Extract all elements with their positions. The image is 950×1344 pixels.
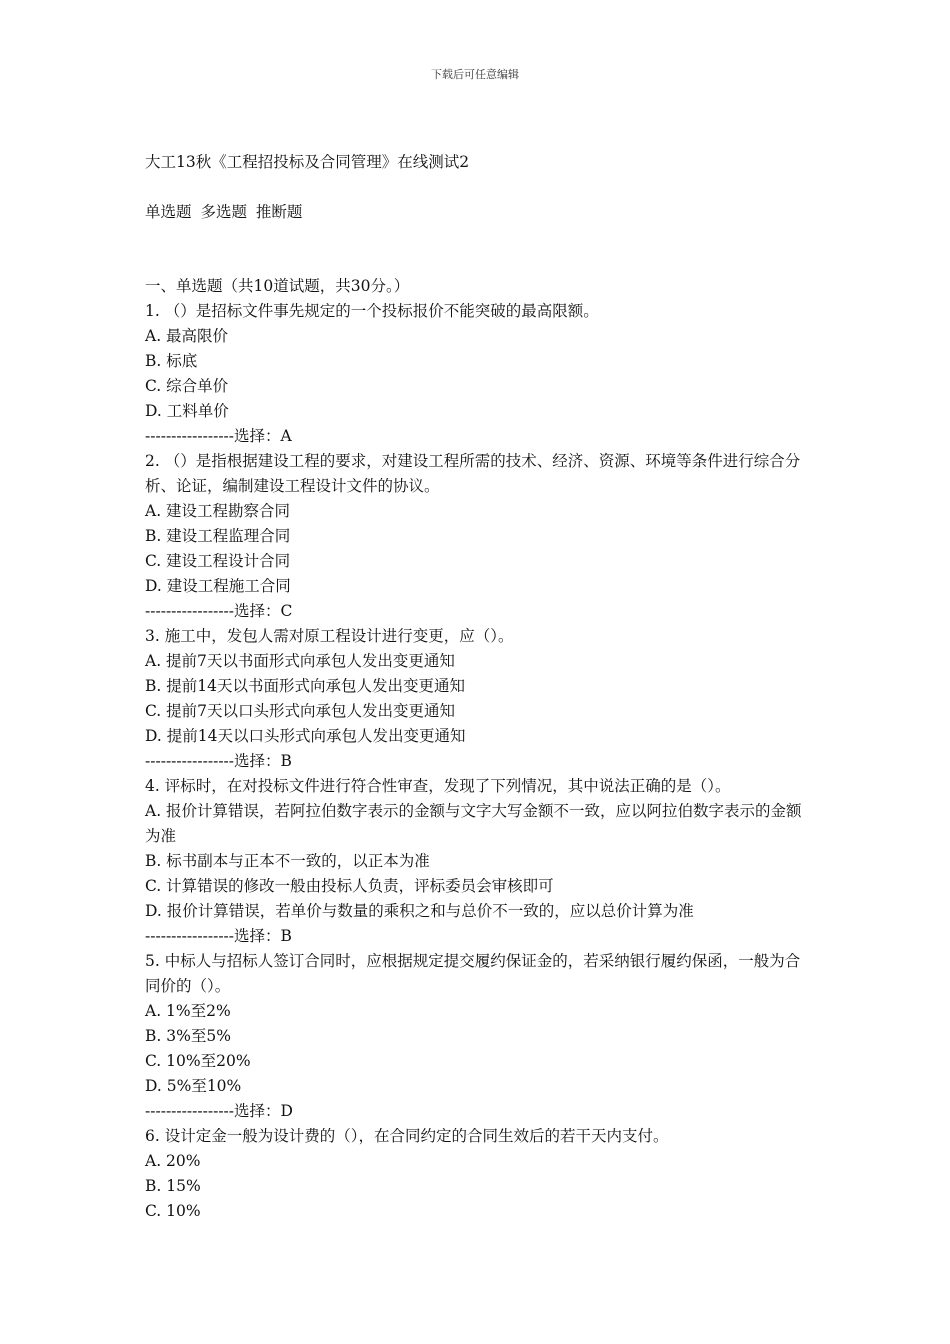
option-d: D. 建设工程施工合同 [145,577,291,595]
option-a: A. 报价计算错误，若阿拉伯数字表示的金额与文字大写金额不一致，应以阿拉伯数字表示的金额为准 [145,802,802,845]
question-1 [145,299,810,449]
answer-line: -----------------选择：B [145,927,292,945]
option-d: D. 工料单价 [145,402,229,420]
question-stem: 6. 设计定金一般为设计费的（），在合同约定的合同生效后的若干天内支付。 [145,1127,669,1145]
section-links [145,200,306,222]
question-stem: 2. （）是指根据建设工程的要求，对建设工程所需的技术、经济、资源、环境等条件进行综合分析、论证，编制建设工程设计文件的协议。 [145,452,801,495]
option-b: B. 建设工程监理合同 [145,527,291,545]
option-a: A. 提前7天以书面形式向承包人发出变更通知 [145,652,455,670]
section-heading: 一、单选题（共10道试题，共30分。） [145,277,410,295]
answer-line: -----------------选择：C [145,602,293,620]
option-d: D. 提前14天以口头形式向承包人发出变更通知 [145,727,466,745]
question-2 [145,449,810,624]
option-a: A. 1%至2% [145,1002,231,1020]
question-3 [145,624,810,774]
option-b: B. 标底 [145,352,198,370]
question-stem: 3. 施工中，发包人需对原工程设计进行变更，应（）。 [145,627,514,645]
option-a: A. 20% [145,1152,201,1170]
question-list [145,274,810,1224]
option-d: D. 报价计算错误，若单价与数量的乘积之和与总价不一致的，应以总价计算为准 [145,902,694,920]
question-6 [145,1124,810,1224]
answer-line: -----------------选择：B [145,752,292,770]
question-5 [145,949,810,1124]
section-link-single-choice[interactable]: 单选题 [145,203,192,221]
option-c: C. 10% [145,1202,201,1220]
section-link-multiple-choice[interactable]: 多选题 [200,203,247,221]
question-4 [145,774,810,949]
question-stem: 5. 中标人与招标人签订合同时，应根据规定提交履约保证金的，若采纳银行履约保函，一般为合同价的（）。 [145,952,801,995]
question-stem: 4. 评标时，在对投标文件进行符合性审查，发现了下列情况，其中说法正确的是（）。 [145,777,731,795]
page-title: 大工13秋《工程招投标及合同管理》在线测试2 [145,153,470,171]
option-b: B. 15% [145,1177,201,1195]
answer-line: -----------------选择：D [145,1102,293,1120]
header-note: 下载后可任意编辑 [431,68,519,81]
option-c: C. 计算错误的修改一般由投标人负责，评标委员会审核即可 [145,877,554,895]
option-c: C. 提前7天以口头形式向承包人发出变更通知 [145,702,456,720]
option-c: C. 综合单价 [145,377,229,395]
section-link-judgment[interactable]: 推断题 [255,203,303,221]
option-b: B. 3%至5% [145,1027,231,1045]
option-c: C. 10%至20% [145,1052,251,1070]
option-b: B. 标书副本与正本不一致的，以正本为准 [145,852,430,870]
answer-line: -----------------选择：A [145,427,292,445]
option-a: A. 建设工程勘察合同 [145,502,291,520]
question-stem: 1. （）是招标文件事先规定的一个投标报价不能突破的最高限额。 [145,302,599,320]
option-a: A. 最高限价 [145,327,229,345]
option-c: C. 建设工程设计合同 [145,552,291,570]
option-d: D. 5%至10% [145,1077,242,1095]
option-b: B. 提前14天以书面形式向承包人发出变更通知 [145,677,465,695]
